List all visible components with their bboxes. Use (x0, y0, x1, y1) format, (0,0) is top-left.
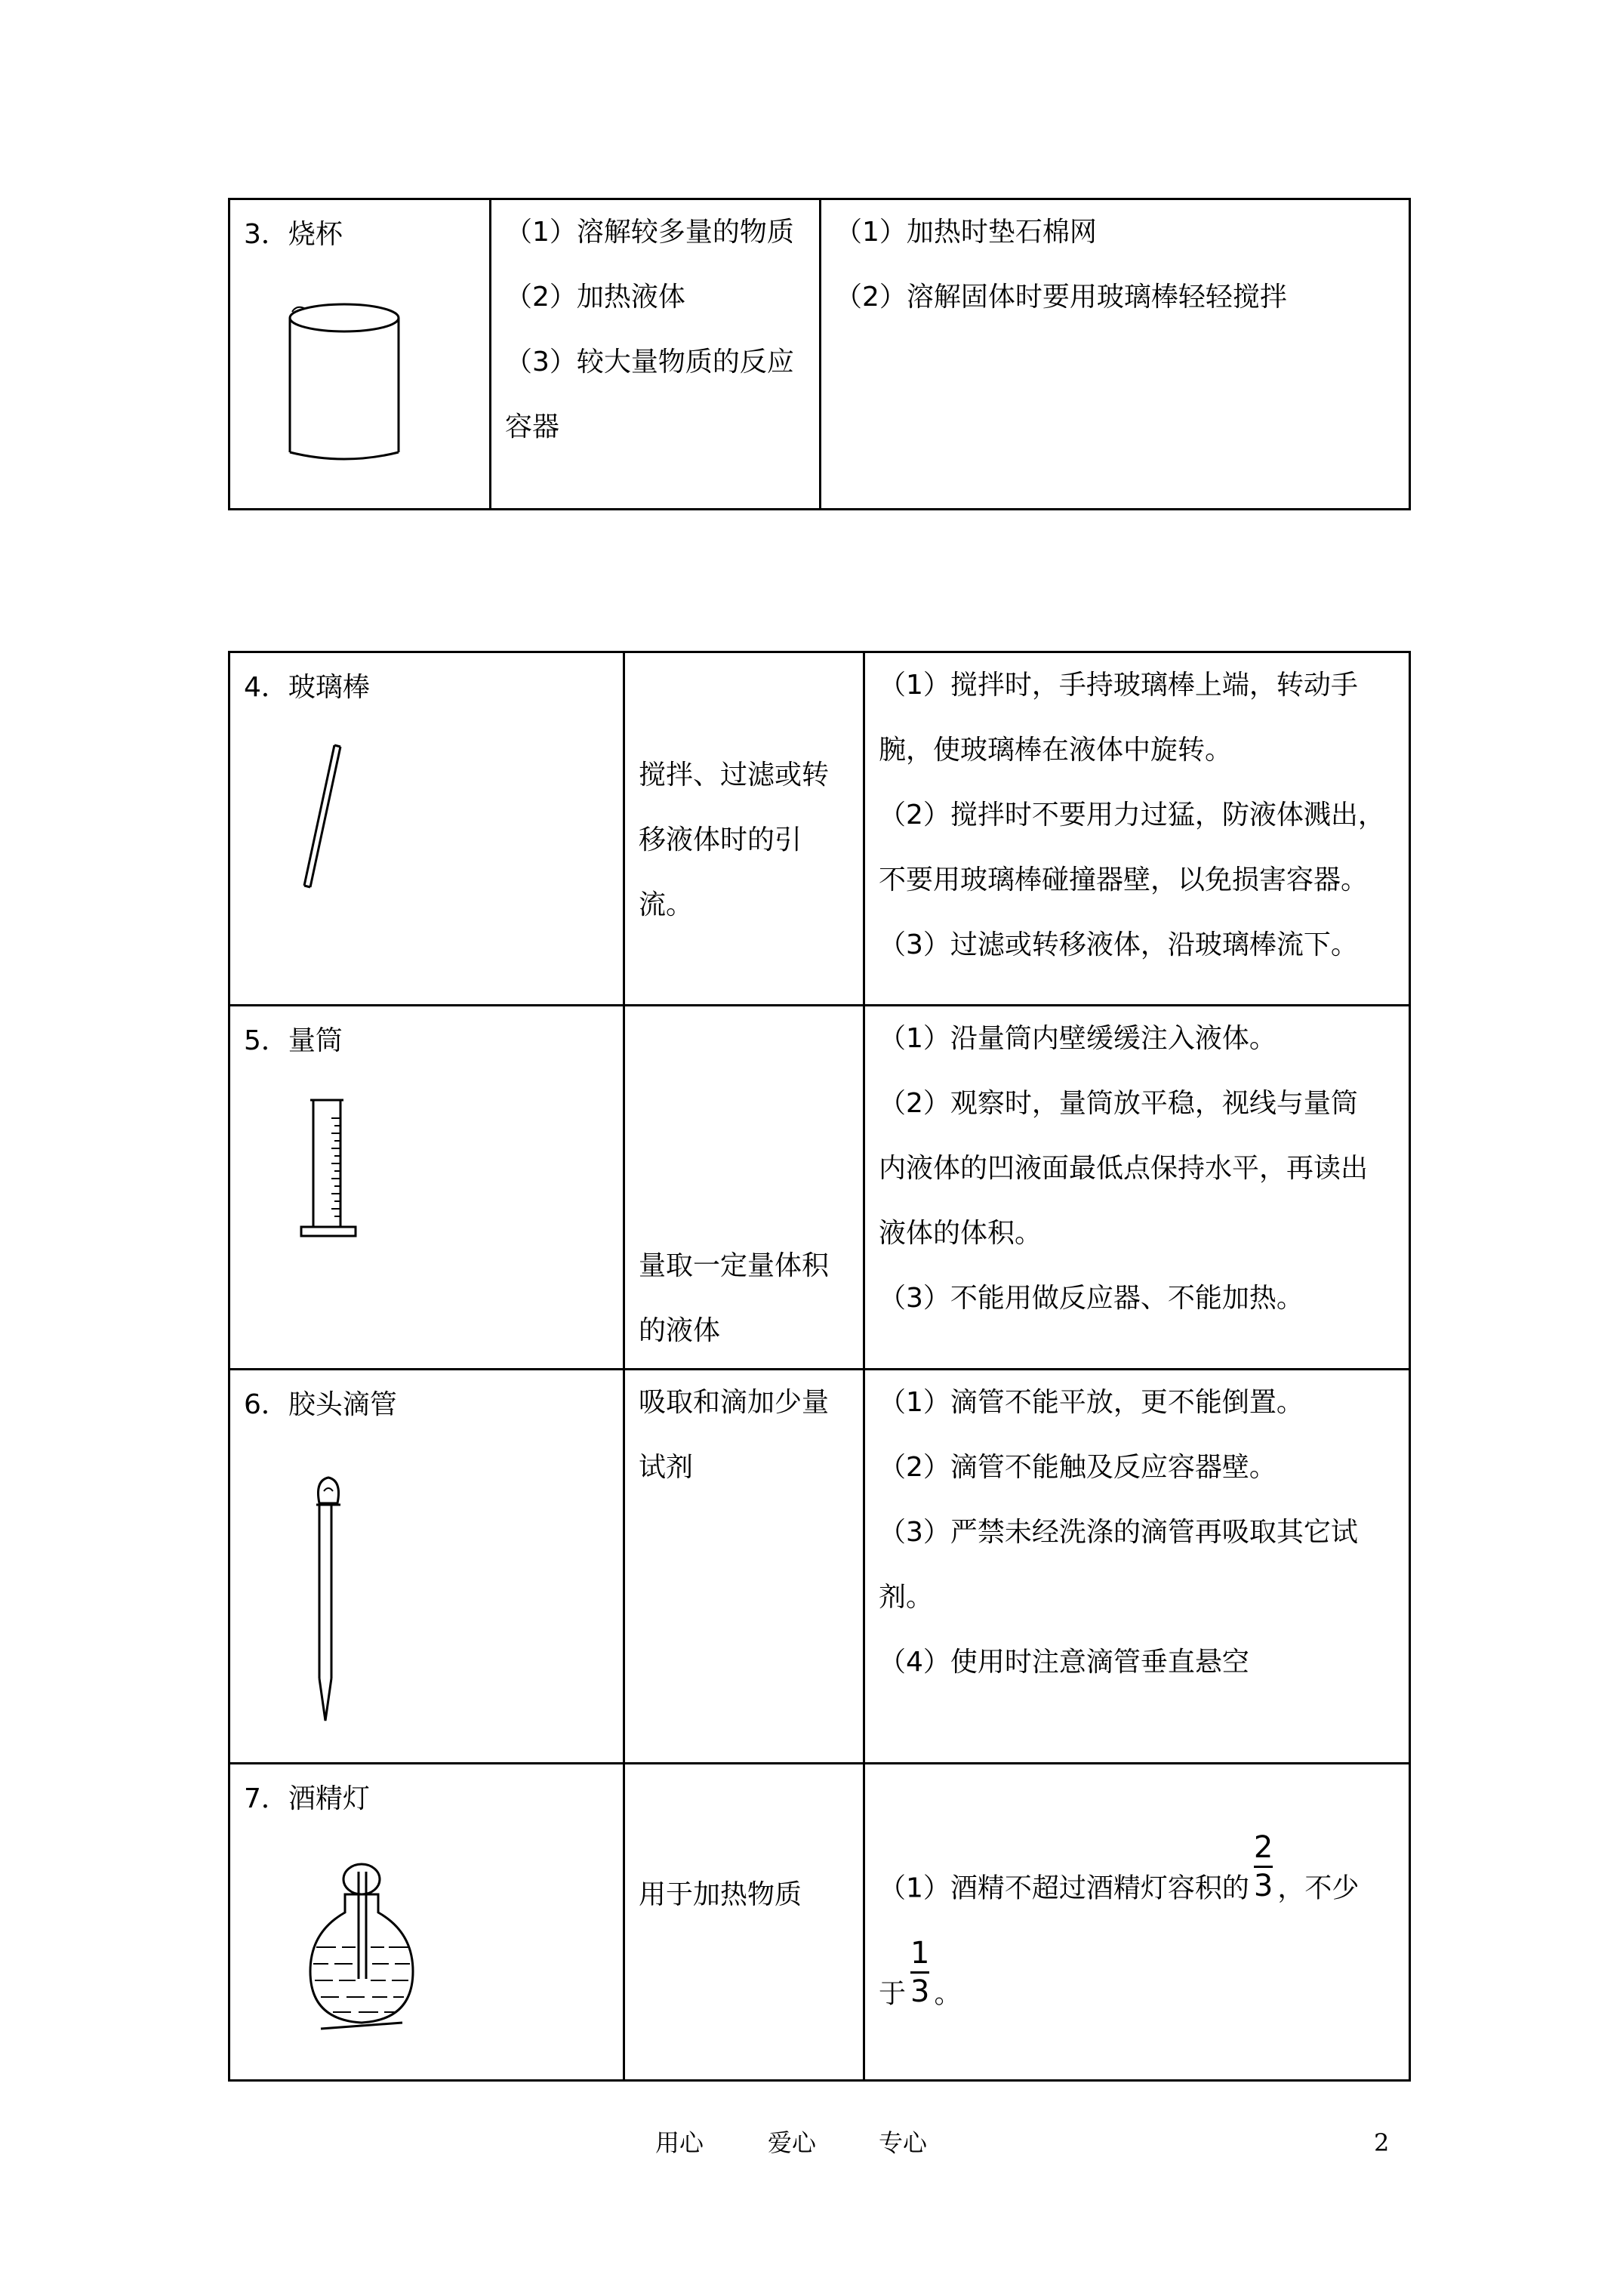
note-line: （3）严禁未经洗涤的滴管再吸取其它试 (879, 1517, 1358, 1548)
use-cell (624, 1006, 864, 1370)
note-line (879, 1808, 1398, 1937)
note-text: ，不少 (1277, 1872, 1360, 1904)
use-cell (624, 652, 864, 1006)
note-line: （1）滴管不能平放，更不能倒置。 (879, 1387, 1304, 1418)
apparatus-name: 5．量筒 (244, 1025, 343, 1056)
use-line: 移液体时的引流。 (639, 824, 802, 920)
use-line: 容器 (505, 411, 560, 442)
note-text: 。 (934, 1978, 962, 2010)
note-line: （2）滴管不能触及反应容器壁。 (879, 1452, 1277, 1483)
fraction-denominator: 3 (910, 1974, 930, 2009)
page-number: 2 (1374, 2128, 1390, 2157)
apparatus-name-cell (229, 1370, 624, 1764)
use-line: 试剂 (639, 1452, 694, 1483)
fraction-bar (1254, 1866, 1273, 1868)
fraction-bar (910, 1971, 929, 1974)
note-line: （3）不能用做反应器、不能加热。 (879, 1283, 1304, 1314)
use-line: 搅拌、过滤或转 (639, 759, 830, 791)
glass-rod-icon (300, 742, 345, 893)
use-line: （1）溶解较多量的物质 (505, 217, 794, 248)
alcohol-lamp-icon (306, 1858, 419, 2047)
apparatus-name: 6．胶头滴管 (244, 1389, 397, 1420)
apparatus-name-cell (229, 1006, 624, 1370)
note-text: （1）酒精不超过酒精灯容积的 (879, 1872, 1249, 1904)
note-text: 于 (879, 1978, 907, 2010)
note-line: （2）观察时，量筒放平稳，视线与量筒 (879, 1088, 1358, 1119)
fraction-numerator: 2 (1253, 1830, 1273, 1865)
apparatus-name: 7．酒精灯 (244, 1783, 370, 1814)
note-line: 内液体的凹液面最低点保持水平，再读出 (879, 1153, 1369, 1184)
fraction-numerator: 1 (910, 1936, 930, 1971)
note-line: （2）搅拌时不要用力过猛，防液体溅出， (879, 800, 1385, 831)
table-row (229, 1764, 1410, 2081)
use-line: 吸取和滴加少量 (639, 1387, 830, 1418)
fraction-two-thirds (1254, 1831, 1273, 1903)
apparatus-name: 4．玻璃棒 (244, 672, 370, 703)
fraction-one-third (910, 1937, 929, 2008)
use-line: 的液体 (639, 1315, 721, 1346)
note-line: （2）溶解固体时要用玻璃棒轻轻搅拌 (835, 282, 1287, 313)
graduated-cylinder-icon (300, 1096, 368, 1247)
apparatus-name-cell (229, 652, 624, 1006)
footer-motto-3: 专心 (879, 2128, 928, 2157)
use-line: （2）加热液体 (505, 282, 685, 313)
apparatus-table-2 (228, 651, 1411, 2082)
note-line: （1）搅拌时，手持玻璃棒上端，转动手 (879, 670, 1358, 701)
note-line: 不要用玻璃棒碰撞器壁，以免损害容器。 (879, 864, 1369, 895)
fraction-denominator: 3 (1253, 1869, 1273, 1903)
note-line: 剂。 (879, 1582, 934, 1613)
apparatus-name: 3．烧杯 (244, 219, 343, 250)
notes-cell (864, 652, 1410, 1006)
footer-motto-2: 爱心 (768, 2128, 817, 2157)
apparatus-table-1 (228, 198, 1411, 510)
note-line: （4）使用时注意滴管垂直悬空 (879, 1647, 1249, 1678)
apparatus-name-cell (229, 1764, 624, 2081)
table-row (229, 1006, 1410, 1370)
notes-cell (864, 1006, 1410, 1370)
footer-motto-1: 用心 (655, 2128, 704, 2157)
notes-cell (864, 1370, 1410, 1764)
use-cell (624, 1370, 864, 1764)
table-row (229, 199, 1410, 510)
use-cell (624, 1764, 864, 2081)
apparatus-name-cell (229, 199, 491, 510)
note-line: （1）沿量筒内壁缓缓注入液体。 (879, 1023, 1277, 1054)
note-line: 液体的体积。 (879, 1218, 1042, 1249)
use-line: 量取一定量体积 (639, 1250, 830, 1281)
notes-cell (821, 199, 1410, 510)
table-row (229, 1370, 1410, 1764)
dropper-icon (306, 1475, 351, 1731)
note-line: （3）过滤或转移液体，沿玻璃棒流下。 (879, 929, 1358, 960)
use-line: （3）较大量物质的反应 (505, 347, 794, 378)
note-line: 腕，使玻璃棒在液体中旋转。 (879, 735, 1233, 766)
use-line: 用于加热物质 (639, 1879, 802, 1910)
beaker-icon (282, 297, 410, 470)
note-line: （1）加热时垫石棉网 (835, 217, 1097, 248)
use-cell (491, 199, 821, 510)
note-line (879, 1937, 1398, 2031)
table-row (229, 652, 1410, 1006)
notes-cell (864, 1764, 1410, 2081)
